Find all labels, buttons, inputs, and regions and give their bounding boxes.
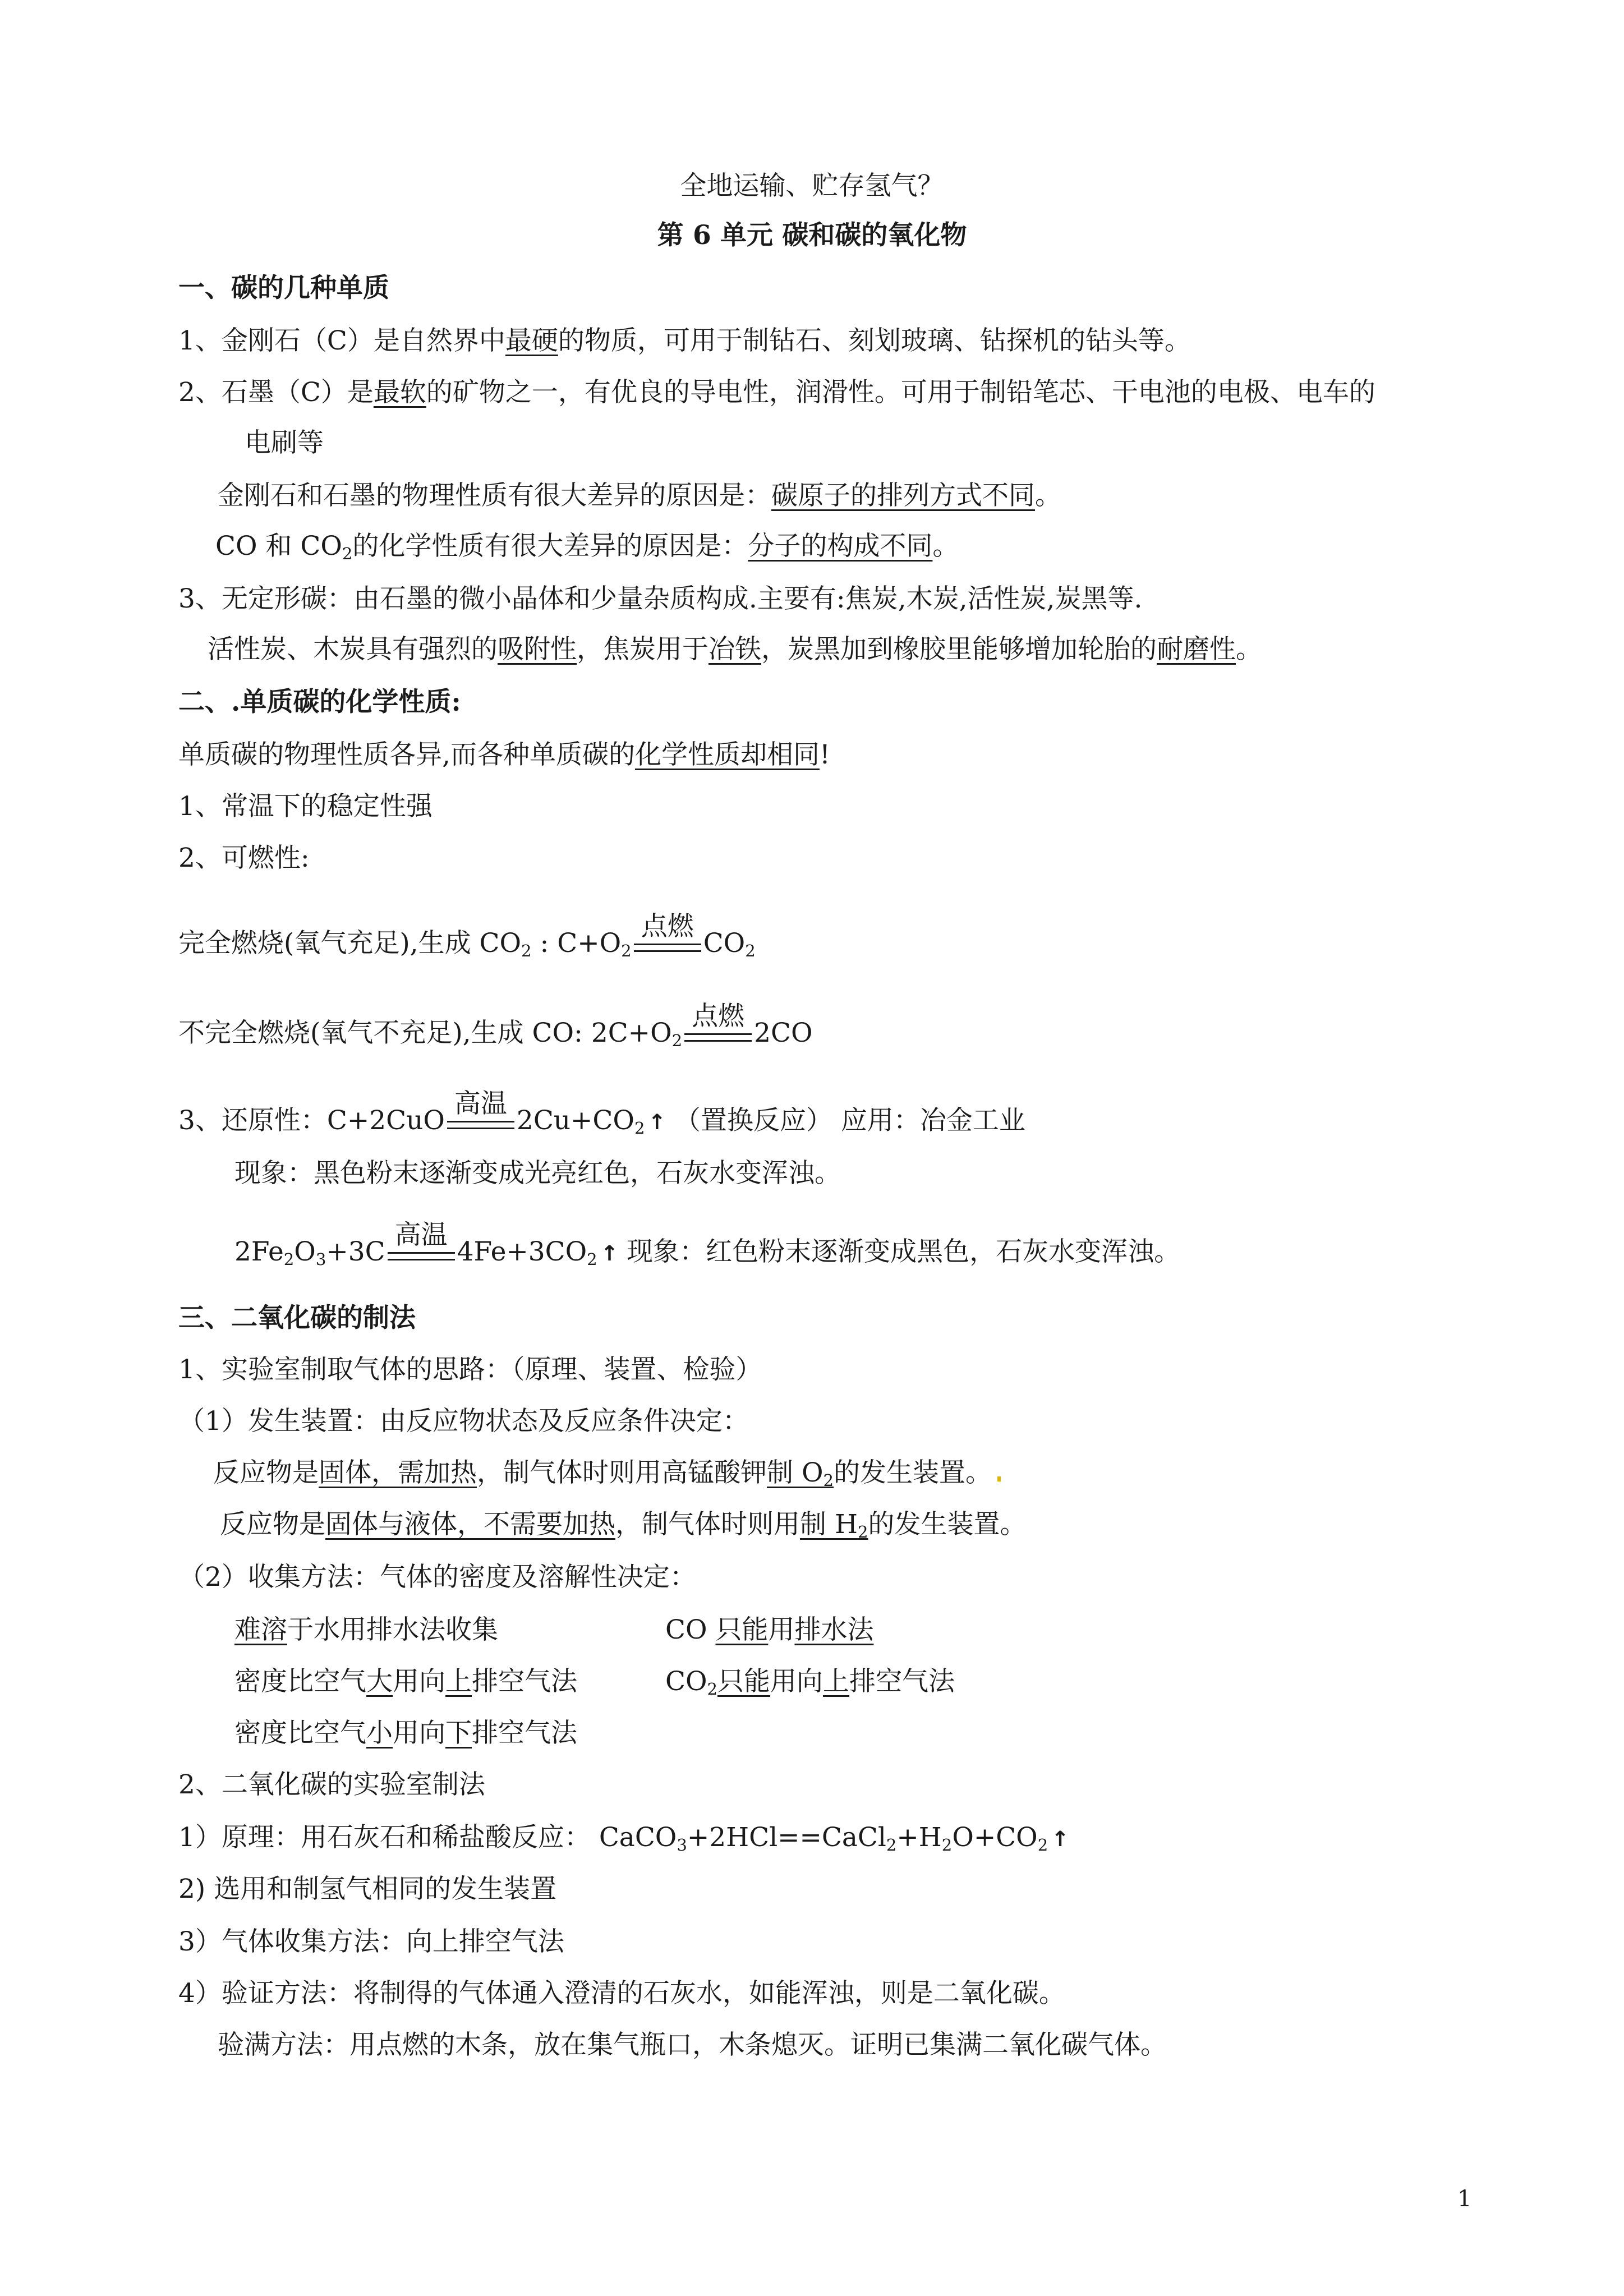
underlined-text xyxy=(800,1509,868,1540)
subscript: 3 xyxy=(677,1835,687,1855)
text: 2Fe xyxy=(234,1236,284,1267)
text: 。 xyxy=(1236,634,1262,665)
text: 密度比空气 xyxy=(234,1666,366,1697)
text: +2HCl==CaCl xyxy=(687,1822,886,1853)
header-top-line: 全地运输、贮存氢气？ xyxy=(680,171,944,201)
subscript: 2 xyxy=(342,544,353,564)
s1-line-4 xyxy=(215,528,959,572)
reaction-condition xyxy=(634,911,701,952)
underlined-text: 上 xyxy=(445,1666,472,1697)
text: 反应物是 xyxy=(220,1509,325,1540)
text: 反应物是 xyxy=(213,1457,319,1488)
text: ! xyxy=(819,739,830,770)
subscript: 2 xyxy=(707,1680,718,1699)
equation-complete-combustion xyxy=(178,911,756,969)
underlined-text: 最硬 xyxy=(505,325,558,356)
s1-line-3 xyxy=(218,478,1061,514)
section-2-heading: 二、.单质碳的化学性质: xyxy=(178,687,461,717)
text: : C+O xyxy=(531,928,622,959)
text: 的发生装置。 xyxy=(834,1457,992,1488)
subscript: 2 xyxy=(886,1835,897,1855)
text: O+CO xyxy=(952,1822,1038,1853)
text: CO xyxy=(665,1666,707,1697)
equation-incomplete-combustion xyxy=(178,1001,813,1059)
underlined-text: 化学性质却相同 xyxy=(634,739,820,770)
underlined-text: 只能 xyxy=(715,1614,769,1645)
s3-line-7-left xyxy=(234,1664,577,1700)
s3-line-7-right xyxy=(665,1664,955,1707)
text: 排空气法 xyxy=(472,1666,577,1697)
page-number: 1 xyxy=(1457,2186,1472,2212)
subscript: 2 xyxy=(1037,1835,1048,1855)
underlined-text: 排水法 xyxy=(794,1614,874,1645)
s3-line-4 xyxy=(220,1507,1026,1550)
text: ，炭黑加到橡胶里能够增加轮胎的 xyxy=(761,634,1157,665)
reaction-condition xyxy=(684,1001,752,1042)
text: CO xyxy=(665,1614,716,1645)
s3-line-5: （2）收集方法：气体的密度及溶解性决定： xyxy=(178,1562,696,1593)
reaction-condition xyxy=(447,1088,514,1129)
text: 的发生装置。 xyxy=(868,1509,1027,1540)
subscript: 2 xyxy=(634,1119,645,1138)
text: 不完全燃烧(氧气不充足),生成 CO: 2C+O xyxy=(178,1018,672,1048)
s3-line-8 xyxy=(234,1715,577,1751)
text: 2、石墨（C）是 xyxy=(178,377,374,408)
underlined-text: 上 xyxy=(823,1666,850,1697)
text: 密度比空气 xyxy=(234,1718,366,1749)
s3-line-14: 验满方法：用点燃的木条，放在集气瓶口，木条熄灭。证明已集满二氧化碳气体。 xyxy=(218,2030,1167,2060)
double-bar xyxy=(388,1252,455,1260)
text: 用向 xyxy=(770,1666,823,1697)
subscript: 2 xyxy=(745,941,756,961)
text: +H xyxy=(896,1822,942,1853)
underlined-text: 大 xyxy=(366,1666,393,1697)
text: ，焦炭用于 xyxy=(577,634,709,665)
s3-line-6-right xyxy=(665,1612,873,1648)
text: 的物质，可用于制钻石、刻划玻璃、钻探机的钻头等。 xyxy=(558,325,1191,356)
underlined-text: 固体，需加热 xyxy=(319,1457,477,1488)
text: 4Fe+3CO xyxy=(457,1236,587,1267)
s2-phenomenon-1: 现象：黑色粉末逐渐变成光亮红色，石灰水变浑浊。 xyxy=(234,1158,841,1189)
text: 2CO xyxy=(754,1018,813,1048)
page-title: 第 6 单元 碳和碳的氧化物 xyxy=(657,220,967,251)
text: 。 xyxy=(932,531,959,562)
double-bar xyxy=(684,1033,752,1042)
s1-line-2-cont: 电刷等 xyxy=(245,427,324,458)
subscript: 3 xyxy=(315,1250,326,1269)
subscript: 2 xyxy=(671,1031,683,1051)
subscript: 2 xyxy=(621,941,632,961)
text: 制 H xyxy=(800,1509,858,1540)
gas-arrow-icon: ↑ xyxy=(600,1241,619,1266)
text: 3、还原性：C+2CuO xyxy=(178,1105,445,1136)
text: 用向 xyxy=(393,1718,445,1749)
text: 现象：红色粉末逐渐变成黑色，石灰水变浑浊。 xyxy=(618,1236,1181,1267)
section-3-heading: 三、二氧化碳的制法 xyxy=(178,1303,416,1333)
s2-line-1 xyxy=(178,737,830,773)
text: 制 O xyxy=(767,1457,823,1488)
gas-arrow-icon: ↑ xyxy=(648,1110,666,1134)
s3-line-11: 2) 选用和制氢气相同的发生装置 xyxy=(178,1874,557,1904)
s3-line-9: 2、二氧化碳的实验室制法 xyxy=(178,1769,485,1800)
s2-line-3: 2、可燃性: xyxy=(178,843,310,873)
equation-reduction-cuo xyxy=(178,1088,1025,1146)
text: （置换反应） 应用：冶金工业 xyxy=(665,1105,1025,1136)
reaction-condition xyxy=(388,1220,455,1260)
s1-line-6 xyxy=(208,632,1262,668)
text: 完全燃烧(氧气充足),生成 CO xyxy=(178,928,522,959)
underlined-text: 碳原子的排列方式不同 xyxy=(771,480,1035,511)
text: 用向 xyxy=(393,1666,445,1697)
s3-line-2: （1）发生装置：由反应物状态及反应条件决定： xyxy=(178,1406,749,1437)
subscript: 2 xyxy=(587,1250,597,1269)
underlined-text: 只能 xyxy=(717,1666,771,1697)
text: CO xyxy=(703,928,746,959)
text: 于水用排水法收集 xyxy=(287,1614,498,1645)
text: 活性炭、木炭具有强烈的 xyxy=(208,634,498,665)
text: 单质碳的物理性质各异,而各种单质碳的 xyxy=(178,739,635,770)
s1-line-2 xyxy=(178,375,1375,411)
subscript: 2 xyxy=(941,1835,953,1855)
text: ，制气体时则用 xyxy=(615,1509,800,1540)
s3-line-3 xyxy=(213,1455,1001,1498)
underlined-text: 难溶 xyxy=(234,1614,287,1645)
subscript: 2 xyxy=(857,1522,868,1542)
text: O xyxy=(294,1236,316,1267)
underlined-text: 冶铁 xyxy=(709,634,761,665)
double-bar xyxy=(634,944,701,952)
condition-label: 点燃 xyxy=(641,911,694,942)
text: CO 和 CO xyxy=(215,531,342,562)
condition-label: 点燃 xyxy=(692,1001,745,1032)
subscript: 2 xyxy=(283,1250,295,1269)
gas-arrow-icon: ↑ xyxy=(1051,1826,1069,1851)
s2-line-2: 1、常温下的稳定性强 xyxy=(178,791,433,822)
text: 的矿物之一，有优良的导电性，润滑性。可用于制铅笔芯、干电池的电极、电车的 xyxy=(426,377,1375,408)
condition-label: 高温 xyxy=(454,1088,507,1119)
text: 2Cu+CO xyxy=(516,1105,634,1136)
text: 金刚石和石墨的物理性质有很大差异的原因是： xyxy=(218,480,771,511)
s1-line-5: 3、无定形碳：由石墨的微小晶体和少量杂质构成.主要有:焦炭,木炭,活性炭,炭黑等. xyxy=(178,583,1143,614)
text: ，制气体时则用高锰酸钾 xyxy=(477,1457,767,1488)
s3-line-10 xyxy=(178,1820,1069,1863)
text: 排空气法 xyxy=(472,1718,577,1749)
text: 1、金刚石（C）是自然界中 xyxy=(178,325,505,356)
underlined-text: 分子的构成不同 xyxy=(748,531,933,562)
text: 的化学性质有很大差异的原因是： xyxy=(352,531,748,562)
condition-label: 高温 xyxy=(394,1220,448,1250)
equation-reduction-fe2o3 xyxy=(234,1220,1181,1277)
underlined-text: 吸附性 xyxy=(498,634,577,665)
s3-line-6-left xyxy=(234,1612,498,1648)
text: 。 xyxy=(1035,480,1061,511)
subscript: 2 xyxy=(521,941,532,961)
underlined-text xyxy=(767,1457,834,1488)
text: +3C xyxy=(326,1236,385,1267)
text: 1）原理：用石灰石和稀盐酸反应： CaCO xyxy=(178,1822,677,1853)
s3-line-12: 3）气体收集方法：向上排空气法 xyxy=(178,1926,564,1957)
section-1-heading: 一、碳的几种单质 xyxy=(178,273,389,303)
underlined-text: 下 xyxy=(445,1718,472,1749)
yellow-dot-mark xyxy=(997,1476,1001,1481)
double-bar xyxy=(447,1121,514,1129)
s3-line-13: 4）验证方法：将制得的气体通入澄清的石灰水，如能浑浊，则是二氧化碳。 xyxy=(178,1978,1065,2009)
s3-line-1: 1、实验室制取气体的思路：（原理、装置、检验） xyxy=(178,1354,762,1385)
underlined-text: 固体与液体，不需要加热 xyxy=(325,1509,615,1540)
text: 排空气法 xyxy=(849,1666,955,1697)
text: 用 xyxy=(768,1614,795,1645)
underlined-text: 耐磨性 xyxy=(1157,634,1236,665)
s1-line-1 xyxy=(178,323,1191,359)
underlined-text: 小 xyxy=(366,1718,393,1749)
subscript: 2 xyxy=(823,1471,834,1490)
underlined-text: 最软 xyxy=(373,377,426,408)
